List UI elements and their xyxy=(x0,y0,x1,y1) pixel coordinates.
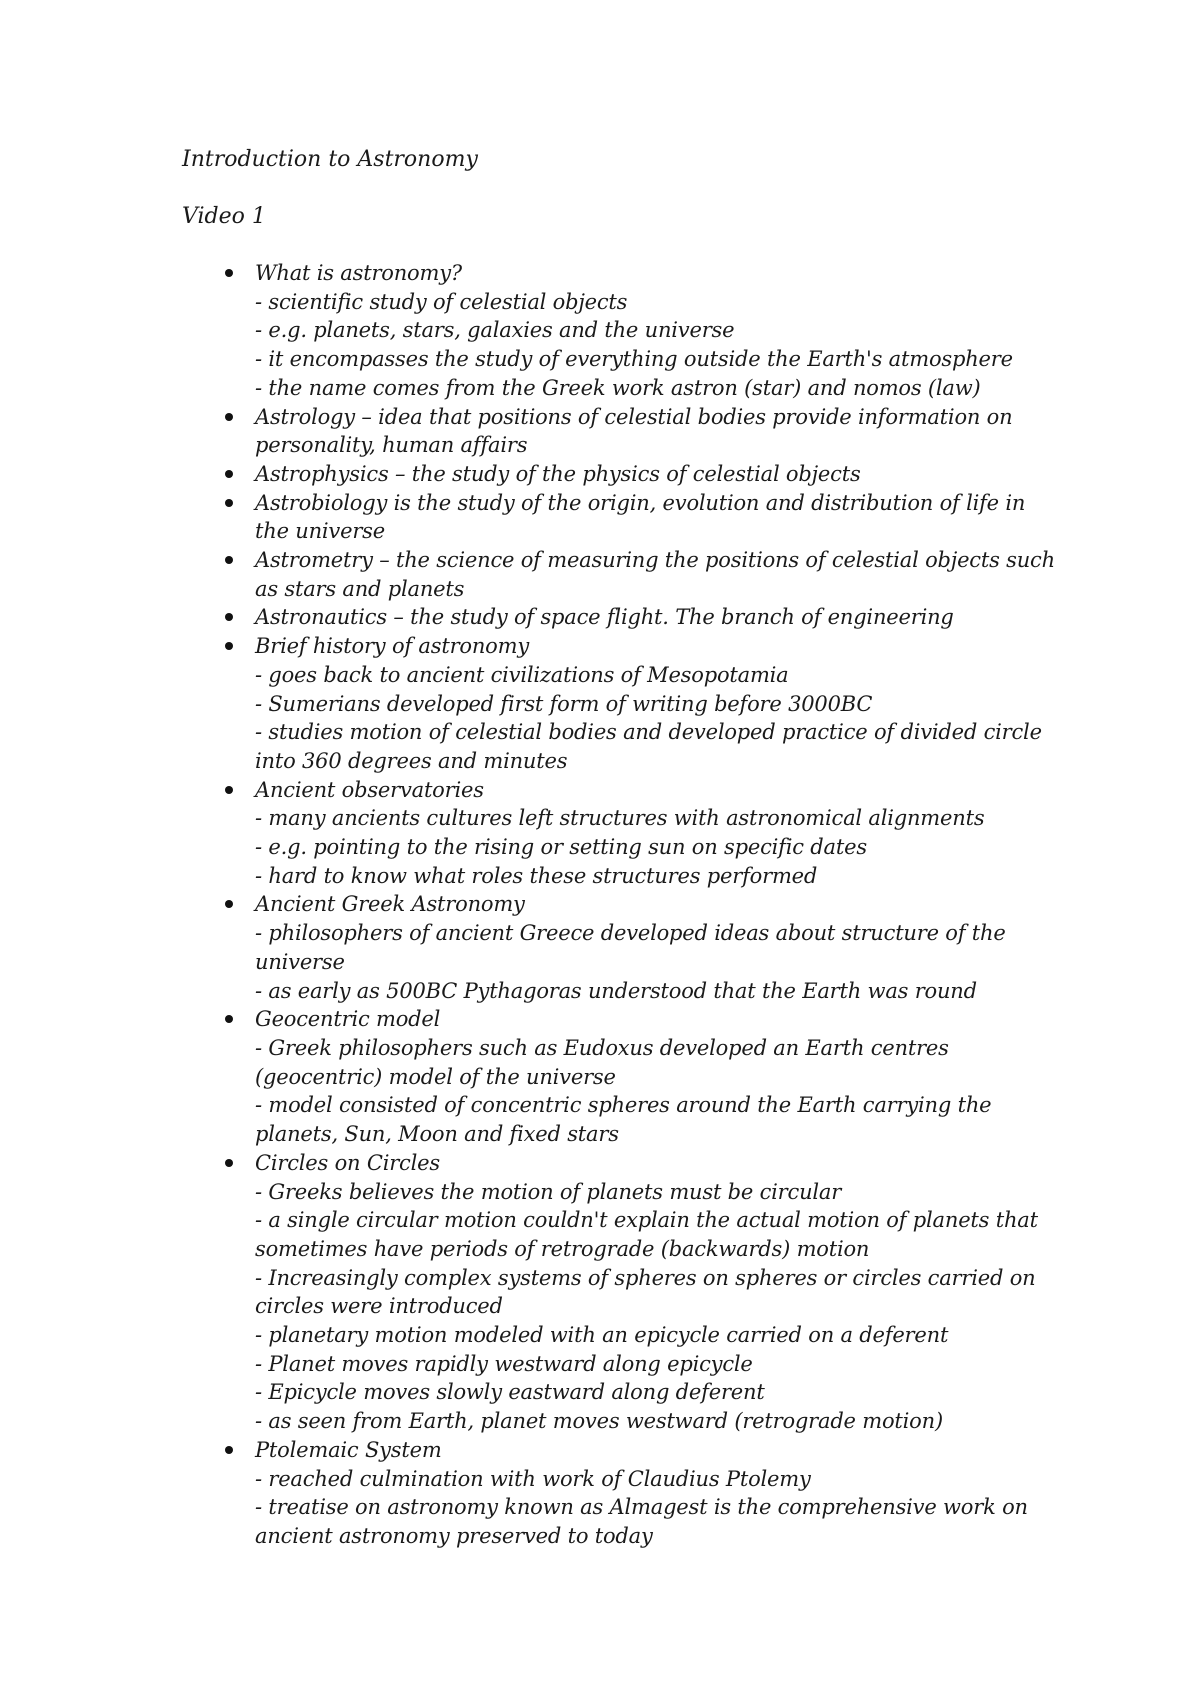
list-item-line: - scientific study of celestial objects xyxy=(255,289,628,314)
list-item xyxy=(255,890,1055,1005)
list-item xyxy=(255,603,1055,632)
list-item-line: - it encompasses the study of everything outside the Earth's atmosphere xyxy=(255,347,1013,372)
list-item-line: - treatise on astronomy known as Almagest is the comprehensive work on xyxy=(255,1495,1028,1520)
list-item xyxy=(255,259,1055,403)
list-item-line: - hard to know what roles these structures performed xyxy=(255,863,818,888)
list-item-line: - studies motion of celestial bodies and developed practice of divided circle xyxy=(255,720,1042,745)
list-item-line: ancient astronomy preserved to today xyxy=(255,1523,653,1548)
list-item-text: Circles on Circles xyxy=(255,1150,440,1175)
list-item-text: Astronautics – the study of space flight. The branch of engineering xyxy=(255,605,954,630)
list-item xyxy=(255,403,1055,460)
bullet-dot-icon xyxy=(225,900,233,908)
list-item-line: planets, Sun, Moon and fixed stars xyxy=(255,1122,619,1147)
list-item-line: - Greeks believes the motion of planets must be circular xyxy=(255,1179,842,1204)
list-item-text: Astrophysics – the study of the physics of celestial objects xyxy=(255,461,861,486)
list-item-line: - many ancients cultures left structures with astronomical alignments xyxy=(255,806,985,831)
list-item xyxy=(255,546,1055,603)
list-item-text: Astrology – idea that positions of celestial bodies provide information on xyxy=(255,404,1013,429)
bullet-dot-icon xyxy=(225,642,233,650)
list-item-line: - e.g. planets, stars, galaxies and the universe xyxy=(255,318,735,343)
list-item xyxy=(255,776,1055,891)
list-item-line: - Sumerians developed first form of writing before 3000BC xyxy=(255,691,873,716)
list-item-line: into 360 degrees and minutes xyxy=(255,748,568,773)
list-item-line: - e.g. pointing to the rising or setting sun on specific dates xyxy=(255,835,867,860)
list-item-line: circles were introduced xyxy=(255,1294,503,1319)
list-item-line: (geocentric) model of the universe xyxy=(255,1064,616,1089)
list-item-line: universe xyxy=(255,949,345,974)
list-item xyxy=(255,460,1055,489)
list-item-line: - reached culmination with work of Claudius Ptolemy xyxy=(255,1466,811,1491)
list-item-text: Ancient observatories xyxy=(255,777,484,802)
list-item-line: the universe xyxy=(255,519,385,544)
list-item xyxy=(255,1005,1055,1149)
list-item-text: Ancient Greek Astronomy xyxy=(255,892,525,917)
bullet-dot-icon xyxy=(225,413,233,421)
list-item-line: - model consisted of concentric spheres around the Earth carrying the xyxy=(255,1093,992,1118)
document-title: Introduction to Astronomy xyxy=(182,147,478,172)
list-item-text: What is astronomy? xyxy=(255,261,462,285)
bullet-dot-icon xyxy=(225,470,233,478)
list-item-line: - Greek philosophers such as Eudoxus developed an Earth centres xyxy=(255,1035,949,1060)
bullet-dot-icon xyxy=(225,613,233,621)
list-item-text: Geocentric model xyxy=(255,1007,441,1032)
list-item-line: - goes back to ancient civilizations of Mesopotamia xyxy=(255,662,789,687)
list-item xyxy=(255,632,1055,776)
list-item-line: - philosophers of ancient Greece developed ideas about structure of the xyxy=(255,921,1006,946)
list-item-line: personality, human affairs xyxy=(255,433,528,458)
list-item-line: - Increasingly complex systems of spheres on spheres or circles carried on xyxy=(255,1265,1036,1290)
bullet-dot-icon xyxy=(225,1446,233,1454)
bullet-dot-icon xyxy=(225,556,233,564)
bullet-list xyxy=(255,259,1055,1551)
list-item-line: - planetary motion modeled with an epicycle carried on a deferent xyxy=(255,1323,949,1348)
list-item-text: Astrobiology is the study of the origin, evolution and distribution of life in xyxy=(255,490,1026,515)
list-item-text: Ptolemaic System xyxy=(255,1437,442,1462)
list-item xyxy=(255,1149,1055,1436)
bullet-dot-icon xyxy=(225,1015,233,1023)
list-item-line: - as seen from Earth, planet moves westward (retrograde motion) xyxy=(255,1409,943,1434)
bullet-dot-icon xyxy=(225,786,233,794)
bullet-dot-icon xyxy=(225,1159,233,1167)
list-item xyxy=(255,489,1055,546)
list-item-line: - as early as 500BC Pythagoras understood that the Earth was round xyxy=(255,978,977,1003)
list-item-line: - Planet moves rapidly westward along epicycle xyxy=(255,1351,753,1376)
list-item-text: Astrometry – the science of measuring the positions of celestial objects such xyxy=(255,548,1055,573)
bullet-dot-icon xyxy=(225,499,233,507)
list-item-line: - Epicycle moves slowly eastward along deferent xyxy=(255,1380,765,1405)
list-item-line: - a single circular motion couldn't explain the actual motion of planets that xyxy=(255,1208,1038,1233)
document-subtitle: Video 1 xyxy=(182,204,266,229)
list-item xyxy=(255,1436,1055,1551)
list-item-line: sometimes have periods of retrograde (backwards) motion xyxy=(255,1236,870,1261)
list-item-line: - the name comes from the Greek work astron (star) and nomos (law) xyxy=(255,375,981,400)
list-item-line: as stars and planets xyxy=(255,576,465,601)
bullet-dot-icon xyxy=(225,269,233,277)
list-item-text: Brief history of astronomy xyxy=(255,634,529,659)
